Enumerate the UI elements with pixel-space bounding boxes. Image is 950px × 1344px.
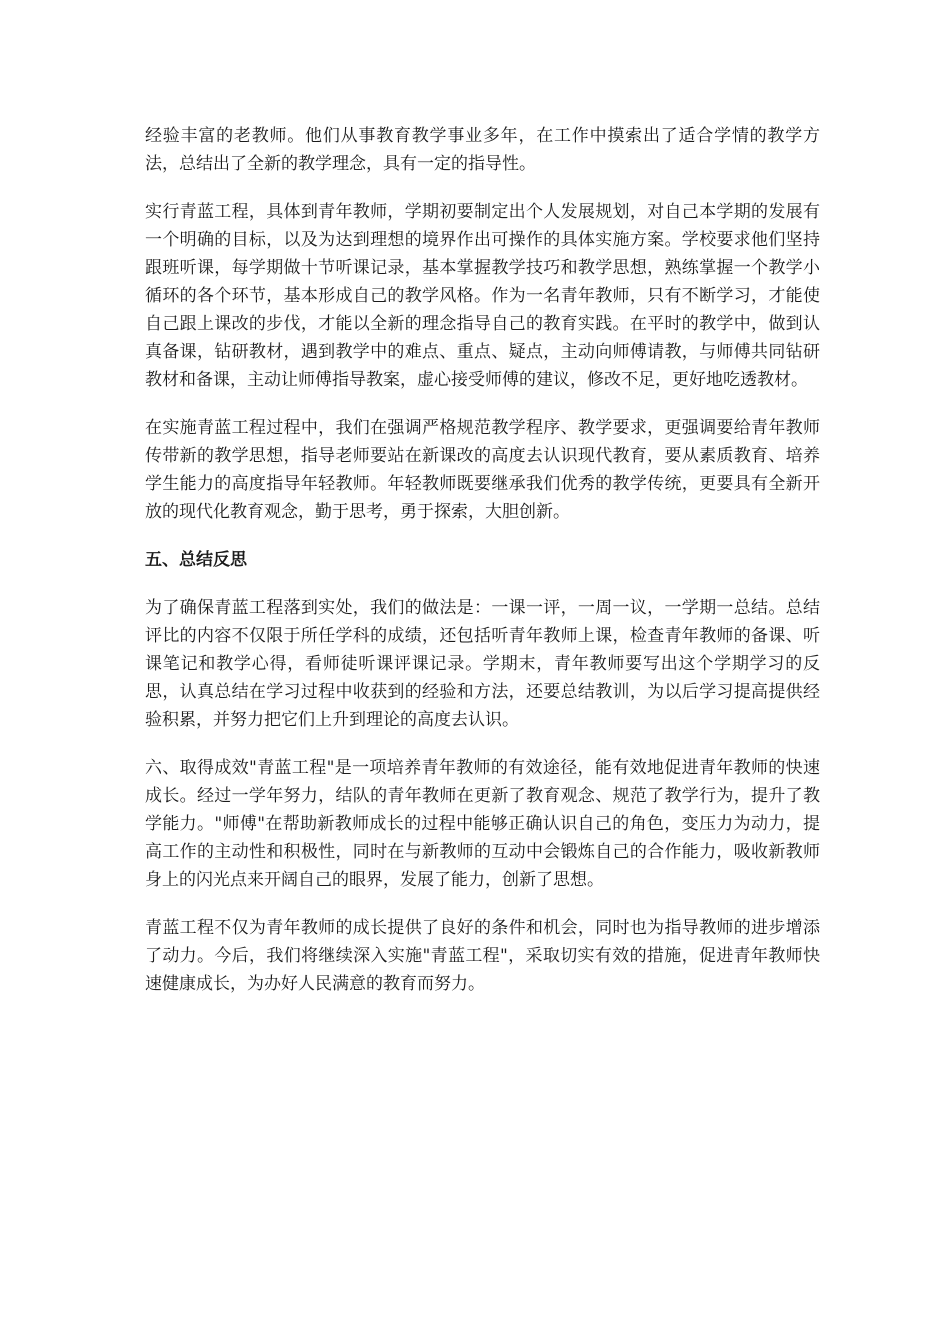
paragraph-new-teaching-ideas: 在实施青蓝工程过程中，我们在强调严格规范教学程序、教学要求，更强调要给青年教师传带新的教学思想，指导老师要站在新课改的高度去认识现代教育，要从素质教育、培养学生能力的高度指导年轻教师。年轻教师既要继承我们优秀的教学传统，更要具有全新开放的现代化教育观念，勤于思考，勇于探索，大胆创新。 xyxy=(145,418,820,522)
paragraph-conclusion: 青蓝工程不仅为青年教师的成长提供了良好的条件和机会，同时也为指导教师的进步增添了动力。今后，我们将继续深入实施"青蓝工程"，采取切实有效的措施，促进青年教师快速健康成长，为办好人民满意的教育而努力。 xyxy=(145,918,820,994)
paragraph-young-teachers-plan: 实行青蓝工程，具体到青年教师，学期初要制定出个人发展规划，对自己本学期的发展有一个明确的目标，以及为达到理想的境界作出可操作的具体实施方案。学校要求他们坚持跟班听课，每学期做十节听课记录，基本掌握教学技巧和教学思想，熟练掌握一个教学小循环的各个环节，基本形成自己的教学风格。作为一名青年教师，只有不断学习，才能使自己跟上课改的步伐，才能以全新的理念指导自己的教育实践。在平时的教学中，做到认真备课，钻研教材，遇到教学中的难点、重点、疑点，主动向师傅请教，与师傅共同钻研教材和备课，主动让师傅指导教案，虚心接受师傅的建议，修改不足，更好地吃透教材。 xyxy=(145,202,820,390)
section-heading-summary-reflection: 五、总结反思 xyxy=(145,550,247,570)
paragraph-results: 六、取得成效"青蓝工程"是一项培养青年教师的有效途径，能有效地促进青年教师的快速成长。经过一学年努力，结队的青年教师在更新了教育观念、规范了教学行为，提升了教学能力。"师傅"在帮助新教师成长的过程中能够正确认识自己的角色，变压力为动力，提高工作的主动性和积极性，同时在与新教师的互动中会锻炼自己的合作能力，吸收新教师身上的闪光点来开阔自己的眼界，发展了能力，创新了思想。 xyxy=(145,758,820,890)
paragraph-experienced-teachers: 经验丰富的老教师。他们从事教育教学事业多年，在工作中摸索出了适合学情的教学方法，总结出了全新的教学理念，具有一定的指导性。 xyxy=(145,126,820,174)
paragraph-summary-practice: 为了确保青蓝工程落到实处，我们的做法是：一课一评，一周一议，一学期一总结。总结评比的内容不仅限于所任学科的成绩，还包括听青年教师上课，检查青年教师的备课、听课笔记和教学心得，看师徒听课评课记录。学期末，青年教师要写出这个学期学习的反思，认真总结在学习过程中收获到的经验和方法，还要总结教训，为以后学习提高提供经验积累，并努力把它们上升到理论的高度去认识。 xyxy=(145,598,820,730)
document-page xyxy=(145,122,820,1018)
